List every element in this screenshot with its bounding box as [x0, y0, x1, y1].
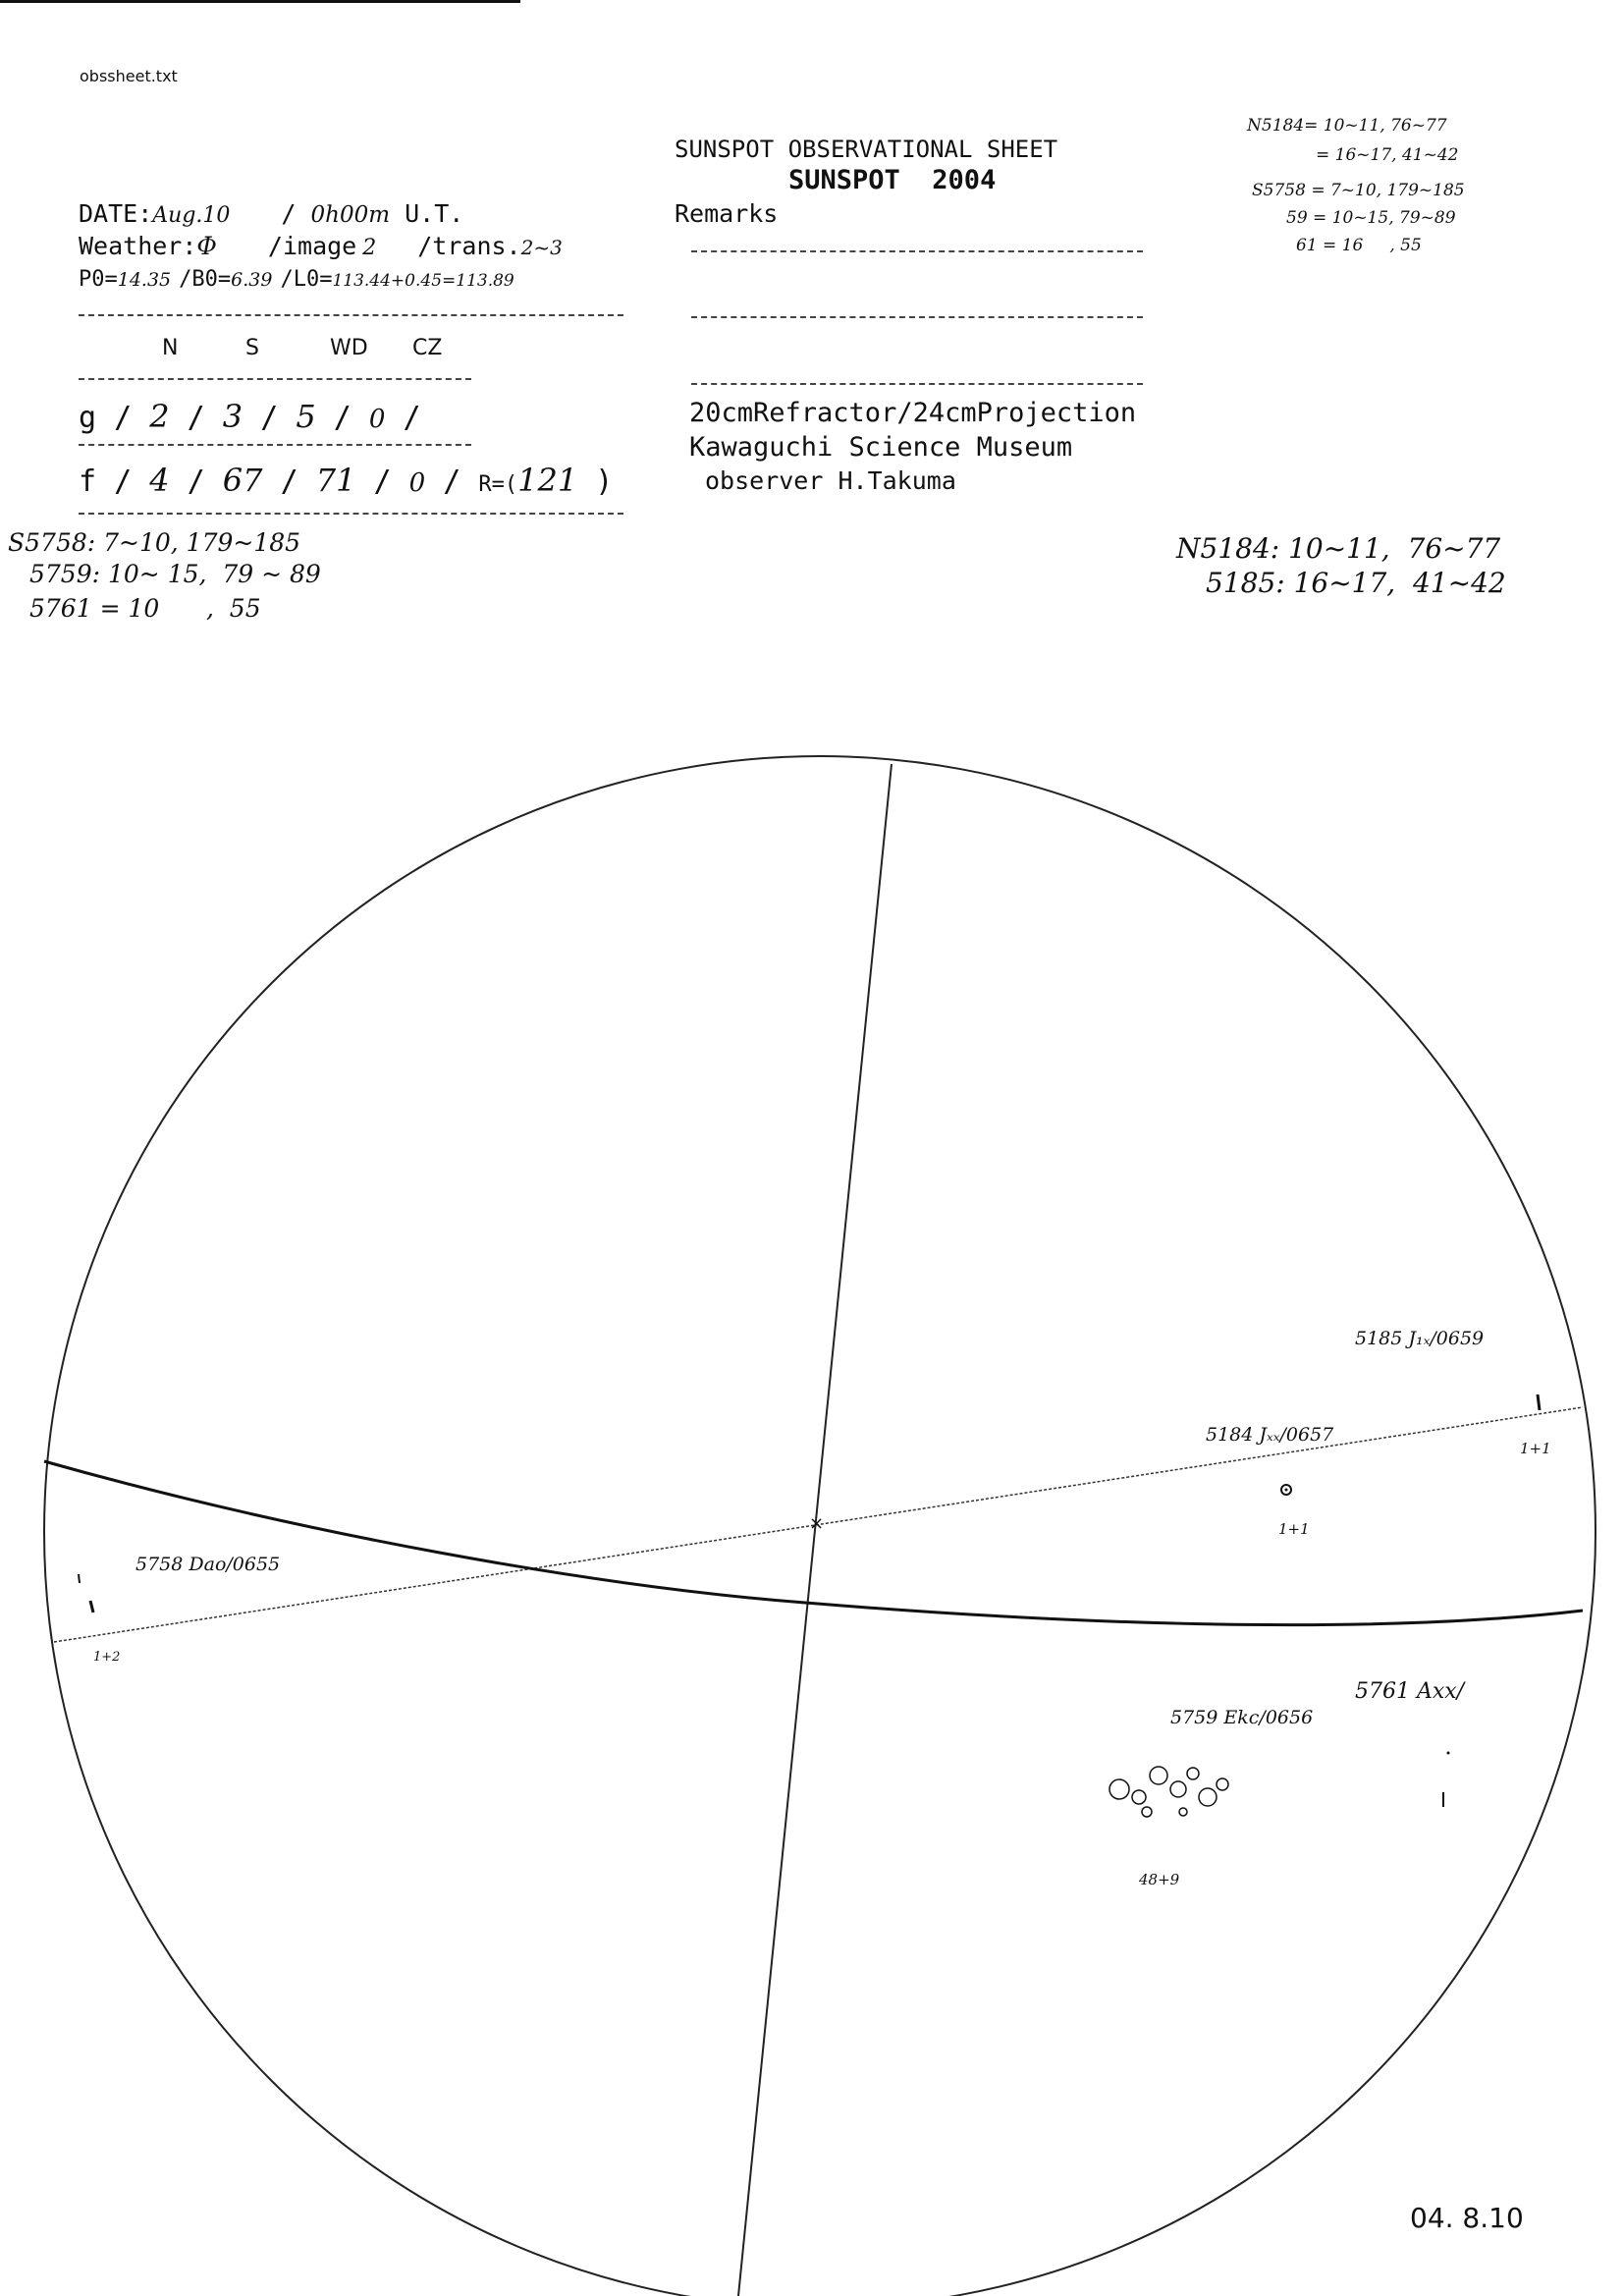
sheet-subtitle: SUNSPOT 2004 [788, 165, 997, 195]
remarks-label: Remarks [675, 199, 779, 228]
instrument-line-1: 20cmRefractor/24cmProjection [689, 398, 1137, 428]
time-sep: / [281, 199, 297, 228]
f-wd: 71 [315, 462, 356, 499]
spot-5759-5 [1187, 1768, 1199, 1779]
count-5758: 1+2 [93, 1650, 121, 1665]
label-5759: 5759 Ekc/0656 [1170, 1707, 1314, 1728]
count-5759: 48+9 [1139, 1871, 1180, 1888]
spot-group-5759 [1109, 1767, 1228, 1817]
spot-5184-umbra [1285, 1489, 1288, 1492]
spot-5759-3 [1150, 1767, 1167, 1784]
g-s: 3 [222, 398, 243, 435]
col-cz: CZ [412, 336, 443, 360]
weather-value: Φ [196, 232, 217, 260]
time-unit: U.T. [405, 199, 464, 228]
spot-5761-a [1447, 1752, 1450, 1755]
g-label: g [79, 401, 97, 435]
f-n: 4 [149, 462, 170, 499]
g-n: 2 [149, 398, 170, 435]
g-row: g / 2 / 3 / 5 / 0 / [79, 398, 421, 435]
date-value: Aug.10 [152, 203, 231, 228]
spot-5759-9 [1179, 1808, 1187, 1816]
spot-5759-7 [1217, 1778, 1228, 1790]
spot-5759-6 [1199, 1788, 1217, 1806]
f-cz: 0 [408, 468, 426, 498]
label-5184: 5184 Jₓₓ/0657 [1206, 1424, 1334, 1446]
col-n: N [162, 336, 179, 360]
observer-line: observer H.Takuma [705, 466, 956, 495]
g-wd: 5 [296, 398, 316, 435]
p0-value: 14.35 [117, 269, 172, 291]
r-close: ) [595, 465, 614, 499]
left-note-1: S5758: 7~10, 179~185 [8, 528, 301, 557]
disk-center-mark: × [809, 1513, 825, 1534]
spot-5759-4 [1170, 1781, 1186, 1797]
label-5758: 5758 Dao/0655 [135, 1554, 281, 1575]
r-label: R=( [478, 472, 518, 497]
image-label: /image [267, 232, 357, 260]
col-s: S [245, 336, 259, 360]
count-5185: 1+1 [1520, 1440, 1551, 1457]
corner-note-2: = 16~17, 41~42 [1316, 145, 1459, 165]
spot-5185 [1538, 1394, 1540, 1410]
trans-value: 2~3 [520, 236, 563, 259]
f-label: f [79, 465, 97, 499]
date-label: DATE: [79, 199, 153, 228]
trans-label: /trans. [417, 232, 521, 260]
p0-label: P0= [79, 267, 118, 292]
corner-note-5: 61 = 16 , 55 [1296, 236, 1422, 255]
f-s: 67 [222, 462, 263, 499]
footer-date: 04. 8.10 [1410, 2202, 1524, 2234]
b0-value: 6.39 [231, 269, 273, 291]
image-value: 2 [362, 236, 377, 260]
corner-note-3: S5758 = 7~10, 179~185 [1252, 181, 1465, 200]
spot-5759-2 [1132, 1790, 1146, 1804]
left-note-3: 5761 = 10 , 55 [29, 594, 261, 623]
time-value: 0h00m [310, 202, 391, 228]
spot-5759-8 [1142, 1807, 1152, 1817]
g-cz: 0 [368, 405, 386, 434]
sheet-title: SUNSPOT OBSERVATIONAL SHEET [675, 136, 1058, 163]
label-5185: 5185 J₁ₓ/0659 [1355, 1328, 1485, 1349]
spot-5759-1 [1109, 1779, 1129, 1799]
r-value: 121 [517, 462, 578, 499]
weather-label: Weather: [79, 232, 197, 260]
count-5184: 1+1 [1278, 1520, 1310, 1538]
spot-5758-b [90, 1601, 93, 1613]
l0-label: /L0= [280, 267, 333, 292]
right-note-1: N5184: 10~11, 76~77 [1176, 532, 1501, 565]
spot-5758-a [79, 1574, 80, 1583]
l0-value: 113.44+0.45=113.89 [332, 271, 514, 291]
right-note-2: 5185: 16~17, 41~42 [1206, 567, 1506, 599]
label-5761: 5761 Axx/ [1355, 1679, 1465, 1704]
file-name: obssheet.txt [80, 67, 178, 85]
col-wd: WD [330, 336, 368, 360]
corner-note-1: N5184= 10~11, 76~77 [1247, 116, 1447, 136]
f-row: f / 4 / 67 / 71 / 0 / R=(121 ) [79, 462, 614, 499]
instrument-line-2: Kawaguchi Science Museum [689, 432, 1073, 463]
corner-note-4: 59 = 10~15, 79~89 [1286, 208, 1456, 228]
left-note-2: 5759: 10~ 15, 79 ~ 89 [29, 560, 321, 588]
b0-label: /B0= [179, 267, 232, 292]
